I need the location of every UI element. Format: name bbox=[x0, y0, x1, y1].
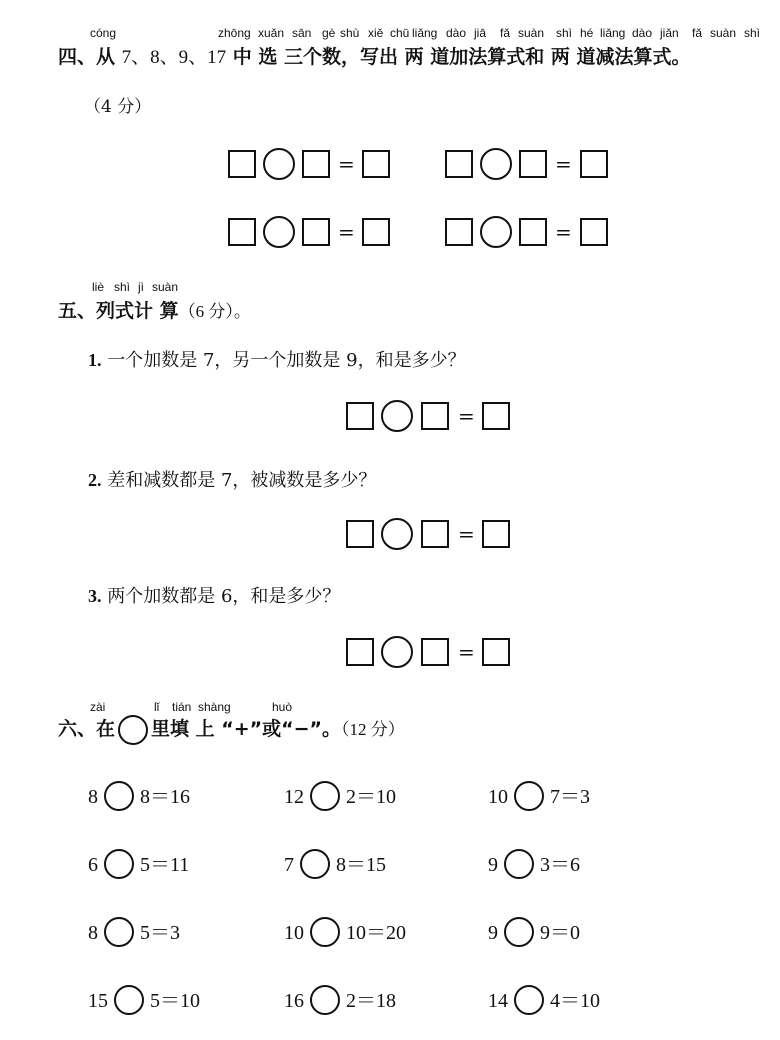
pinyin: jiǎn bbox=[660, 26, 679, 40]
operator-circle[interactable] bbox=[263, 216, 295, 248]
pinyin: lǐ bbox=[154, 700, 160, 714]
pinyin: zhōng bbox=[218, 26, 251, 40]
answer-box[interactable] bbox=[580, 150, 608, 178]
number-list: 7、8、9、17 bbox=[121, 47, 227, 68]
pinyin: tián bbox=[172, 700, 192, 714]
operator-circle[interactable] bbox=[310, 781, 340, 811]
section-5-heading: 五、列式计 算（6 分）。 bbox=[58, 300, 251, 322]
fill-problem: 15 5＝10 bbox=[88, 984, 200, 1019]
answer-box[interactable] bbox=[482, 638, 510, 666]
pinyin: sān bbox=[292, 26, 312, 40]
pinyin: huò bbox=[272, 700, 293, 714]
fill-problem: 14 4＝10 bbox=[488, 984, 600, 1019]
pinyin: shàng bbox=[198, 700, 231, 714]
equals-sign: = bbox=[555, 220, 572, 244]
operator-circle[interactable] bbox=[300, 849, 330, 879]
pinyin: shì bbox=[744, 26, 761, 40]
section-6-heading: 六、在 里填 上 “+”或“−”。（12 分） bbox=[58, 714, 405, 745]
answer-box[interactable] bbox=[445, 218, 473, 246]
operator-circle[interactable] bbox=[480, 216, 512, 248]
operator-circle[interactable] bbox=[381, 636, 413, 668]
section-4-score: （4 分） bbox=[84, 97, 152, 117]
pinyin: suàn bbox=[710, 26, 737, 40]
answer-box[interactable] bbox=[346, 638, 374, 666]
pinyin: liǎng bbox=[600, 26, 626, 40]
answer-box[interactable] bbox=[421, 638, 449, 666]
answer-box[interactable] bbox=[362, 150, 390, 178]
operator-circle[interactable] bbox=[514, 985, 544, 1015]
question-2: 2. 差和减数都是 7，被减数是多少？ bbox=[88, 470, 377, 491]
answer-box[interactable] bbox=[482, 402, 510, 430]
equals-sign: = bbox=[338, 152, 355, 176]
operator-circle[interactable] bbox=[104, 781, 134, 811]
answer-box[interactable] bbox=[346, 402, 374, 430]
section-4-heading: 四、从 7、8、9、17 中 选 三个数，写出 两 道加法算式和 两 道减法算式。 bbox=[58, 46, 691, 68]
fill-problem: 7 8＝15 bbox=[284, 848, 386, 883]
question-1: 1. 一个加数是 7，另一个加数是 9，和是多少？ bbox=[88, 350, 466, 371]
pinyin: jì bbox=[138, 280, 144, 294]
pinyin: dào bbox=[446, 26, 467, 40]
fill-problem: 10 7＝3 bbox=[488, 780, 590, 815]
fill-problem: 8 5＝3 bbox=[88, 916, 180, 951]
operator-circle[interactable] bbox=[514, 781, 544, 811]
fill-problem: 10 10＝20 bbox=[284, 916, 406, 951]
pinyin: jiā bbox=[474, 26, 487, 40]
operator-circle[interactable] bbox=[114, 985, 144, 1015]
circle-symbol-icon bbox=[118, 715, 148, 745]
answer-box[interactable] bbox=[362, 218, 390, 246]
answer-box[interactable] bbox=[445, 150, 473, 178]
operator-circle[interactable] bbox=[104, 849, 134, 879]
answer-box[interactable] bbox=[346, 520, 374, 548]
pinyin: hé bbox=[580, 26, 594, 40]
operator-circle[interactable] bbox=[310, 985, 340, 1015]
section-5-score: （6 分）。 bbox=[178, 302, 251, 321]
operator-circle[interactable] bbox=[381, 400, 413, 432]
answer-box[interactable] bbox=[519, 218, 547, 246]
answer-box[interactable] bbox=[580, 218, 608, 246]
equals-sign: = bbox=[458, 522, 475, 546]
pinyin: chū bbox=[390, 26, 410, 40]
fill-problem: 9 9＝0 bbox=[488, 916, 580, 951]
fill-problem: 12 2＝10 bbox=[284, 780, 396, 815]
pinyin: xuǎn bbox=[258, 26, 285, 40]
answer-box[interactable] bbox=[302, 218, 330, 246]
pinyin: fǎ bbox=[500, 26, 511, 40]
answer-box[interactable] bbox=[228, 218, 256, 246]
answer-box[interactable] bbox=[421, 402, 449, 430]
operator-circle[interactable] bbox=[310, 917, 340, 947]
answer-box[interactable] bbox=[228, 150, 256, 178]
operator-circle[interactable] bbox=[504, 849, 534, 879]
question-3: 3. 两个加数都是 6，和是多少？ bbox=[88, 586, 341, 607]
pinyin: liè bbox=[92, 280, 105, 294]
operator-circle[interactable] bbox=[504, 917, 534, 947]
answer-box[interactable] bbox=[421, 520, 449, 548]
section-6-score: （12 分） bbox=[341, 720, 405, 739]
equals-sign: = bbox=[555, 152, 572, 176]
equals-sign: = bbox=[458, 404, 475, 428]
operator-circle[interactable] bbox=[263, 148, 295, 180]
pinyin: liǎng bbox=[412, 26, 438, 40]
pinyin: dào bbox=[632, 26, 653, 40]
pinyin: gè bbox=[322, 26, 336, 40]
operator-circle[interactable] bbox=[480, 148, 512, 180]
pinyin: cóng bbox=[90, 26, 117, 40]
fill-problem: 16 2＝18 bbox=[284, 984, 396, 1019]
pinyin: fǎ bbox=[692, 26, 703, 40]
operator-circle[interactable] bbox=[104, 917, 134, 947]
pinyin: xiě bbox=[368, 26, 384, 40]
fill-problem: 8 8＝16 bbox=[88, 780, 190, 815]
answer-box[interactable] bbox=[482, 520, 510, 548]
pinyin: suàn bbox=[152, 280, 179, 294]
answer-box[interactable] bbox=[519, 150, 547, 178]
pinyin: zài bbox=[90, 700, 106, 714]
pinyin: suàn bbox=[518, 26, 545, 40]
equals-sign: = bbox=[338, 220, 355, 244]
pinyin: shì bbox=[114, 280, 131, 294]
fill-problem: 9 3＝6 bbox=[488, 848, 580, 883]
fill-problem: 6 5＝11 bbox=[88, 848, 189, 883]
operator-circle[interactable] bbox=[381, 518, 413, 550]
equals-sign: = bbox=[458, 640, 475, 664]
pinyin: shù bbox=[340, 26, 360, 40]
pinyin: shì bbox=[556, 26, 573, 40]
answer-box[interactable] bbox=[302, 150, 330, 178]
